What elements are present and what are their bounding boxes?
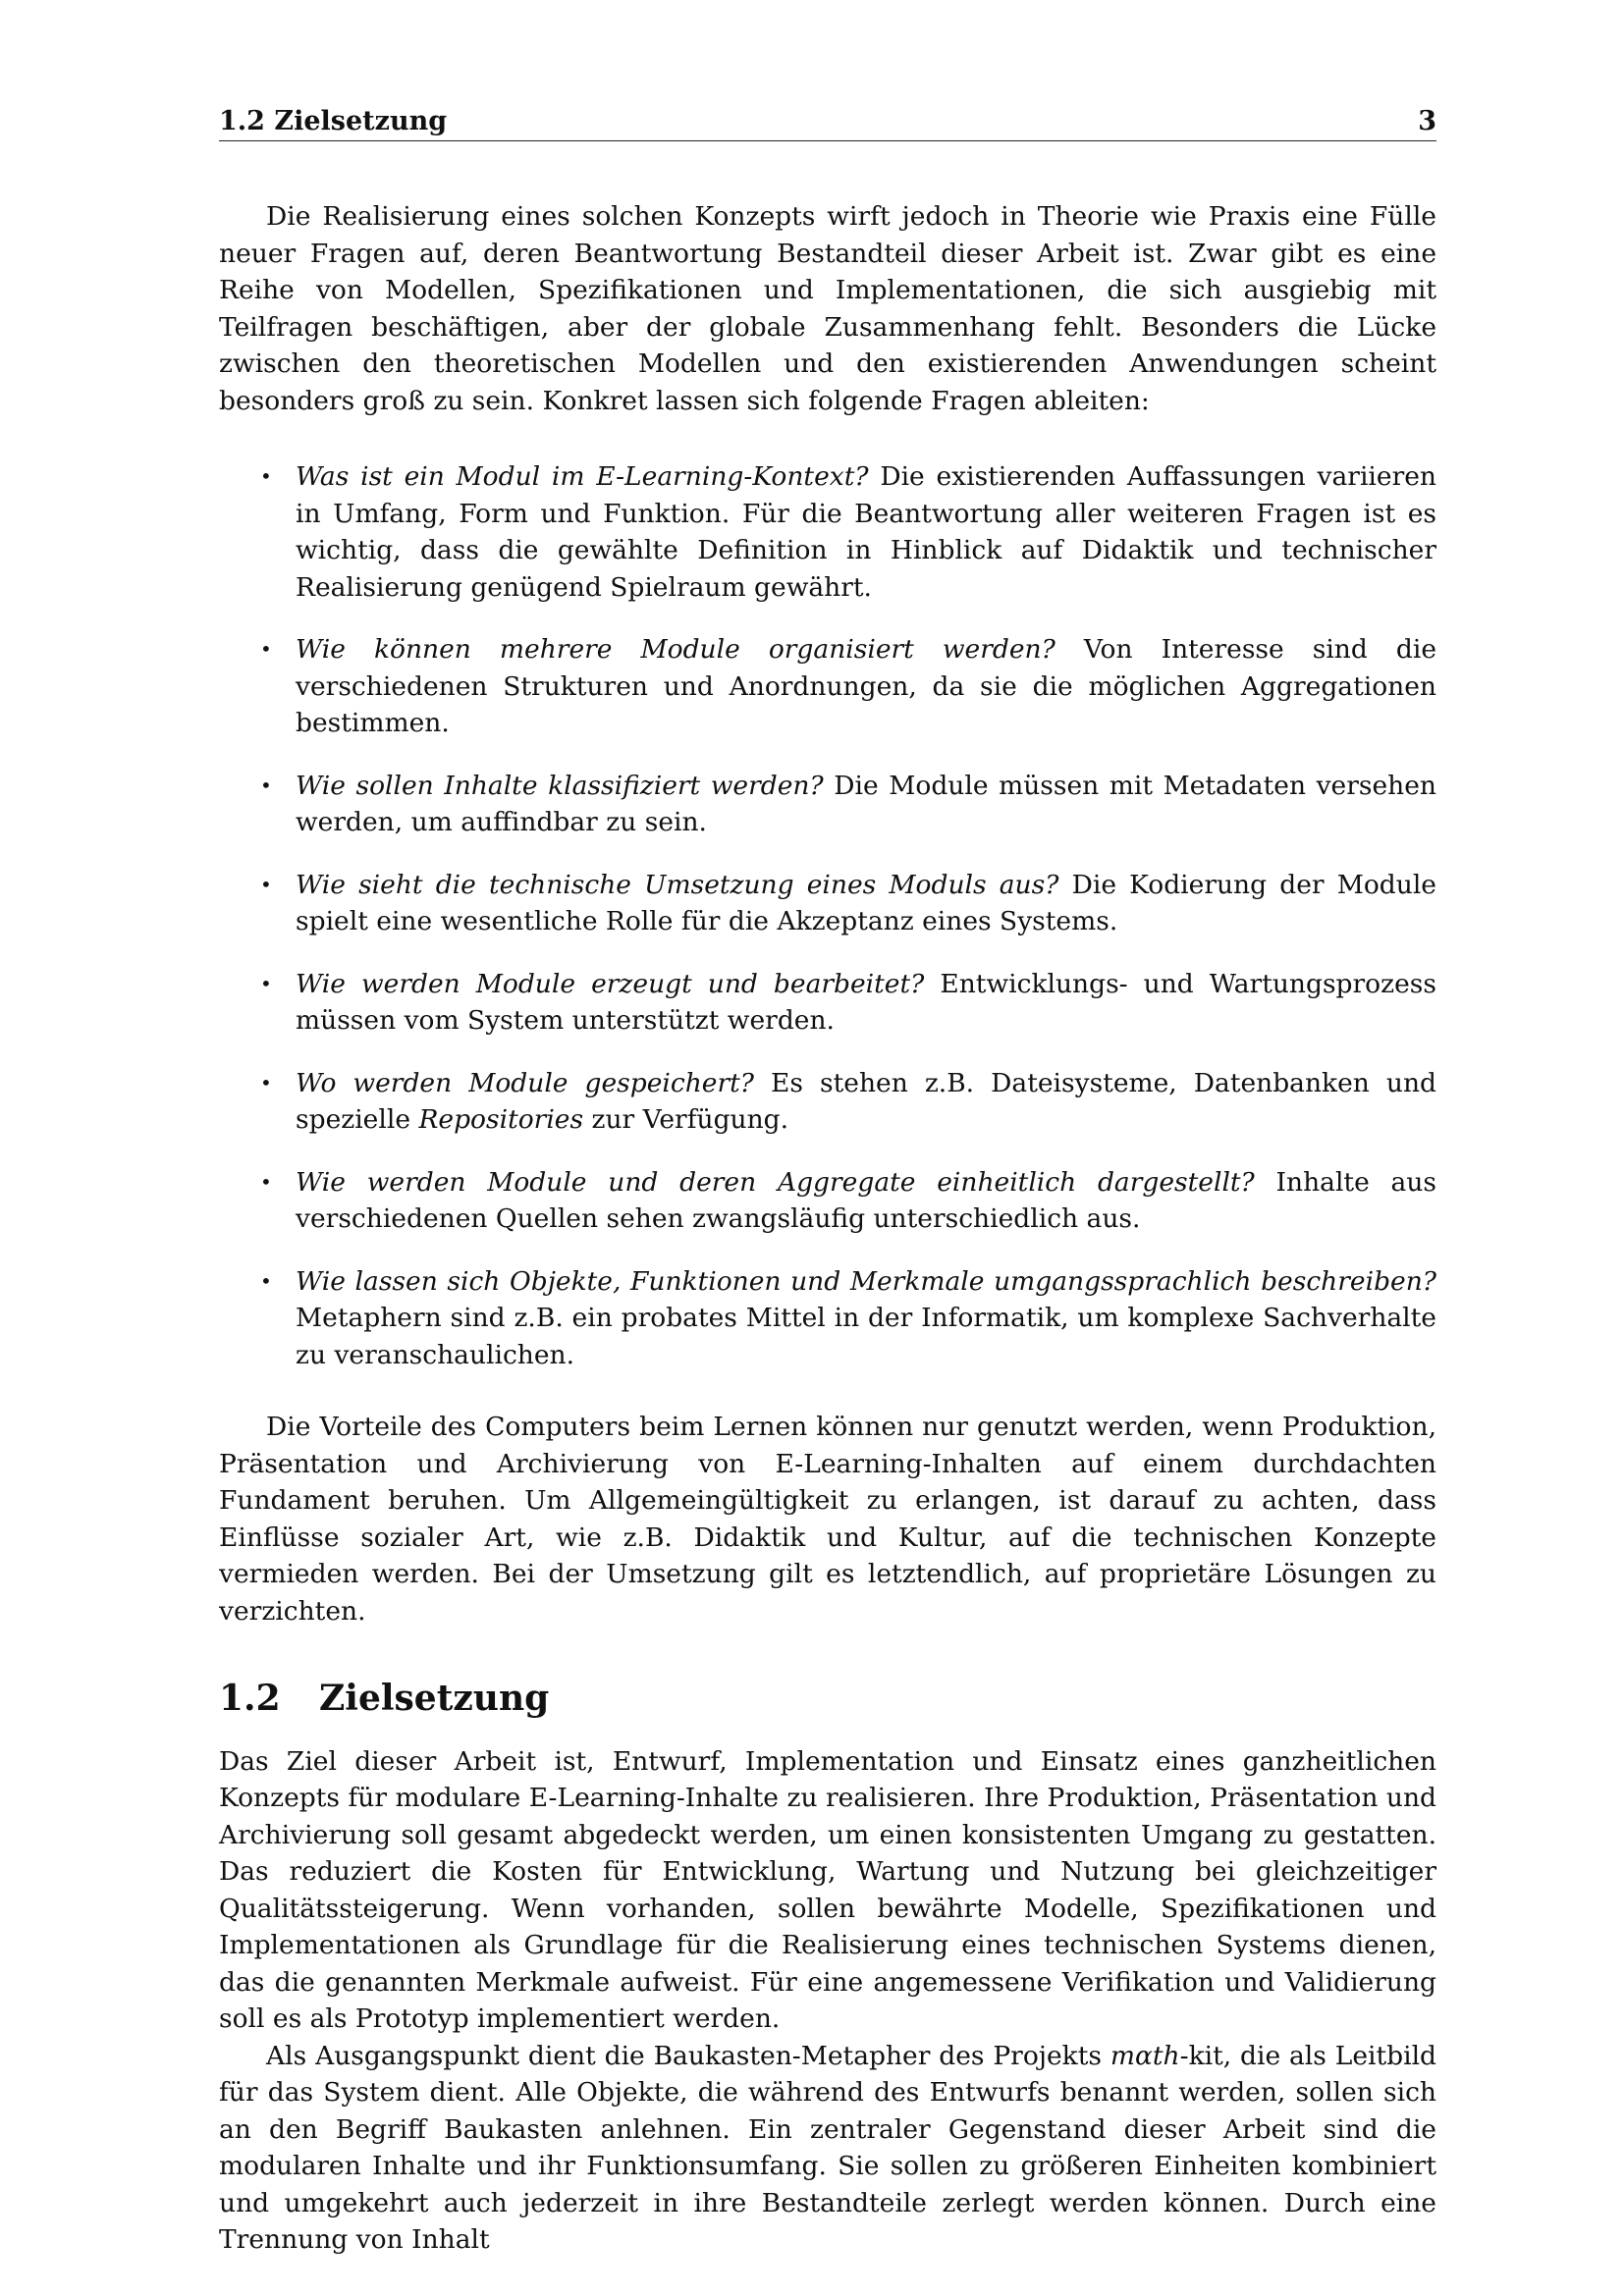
question-text: Wie sollen Inhalte klassifiziert werden?: [296, 770, 824, 801]
math-kit-logo-text: mαth: [1110, 2040, 1180, 2071]
answer-text: Inhalte aus verschiedenen Quellen sehen zwangsläufig unterschiedlich aus.: [296, 1166, 1436, 1234]
bullet-icon: •: [260, 872, 272, 896]
question-list: [219, 458, 1436, 1373]
intro-paragraph: Die Realisierung eines solchen Konzepts wirft jedoch in Theorie wie Praxis eine Fülle neuer Fragen auf, deren Beantwortung Bestandteil dieser Arbeit ist. Zwar gibt es eine Reihe von Modellen, Spezifikationen und Implementationen, die sich ausgiebig mit Teilfragen beschäftigen, aber der globale Zusammenhang fehlt. Besonders die Lücke zwischen den theoretischen Modellen und den existierenden Anwendungen scheint besonders groß zu sein. Konkret lassen sich folgende Fragen ableiten:: [219, 201, 1436, 416]
list-item: [260, 631, 1436, 742]
answer-text: Entwicklungs- und Wartungsprozess müssen vom System unterstützt werden.: [296, 968, 1436, 1036]
bullet-icon: •: [260, 773, 272, 797]
paragraph-2-post: -kit, die als Leitbild für das System dient. Alle Objekte, die während des Entwurfs benannt werden, sollen sich an den Begriff Baukasten anlehnen. Ein zentraler Gegenstand dieser Arbeit sind die modularen Inhalte und ihr Funktionsumfang. Sie sollen zu größeren Einheiten kombiniert und umgekehrt auch jederzeit in ihre Bestandteile zerlegt werden können. Durch eine Trennung von Inhalt: [219, 2040, 1437, 2255]
paragraph-2-pre: Als Ausgangspunkt dient die Baukasten-Metapher des Projekts: [266, 2040, 1110, 2071]
after-list-paragraph: Die Vorteile des Computers beim Lernen können nur genutzt werden, wenn Produktion, Präsentation und Archivierung von E-Learning-Inhalten auf einem durchdachten Fundament beruhen. Um Allgemeingültigkeit zu erlangen, ist darauf zu achten, dass Einflüsse sozialer Art, wie z.B. Didaktik und Kultur, auf die technischen Konzepte vermieden werden. Bei der Umsetzung gilt es letztendlich, auf proprietäre Lösungen zu verzichten.: [219, 1412, 1436, 1627]
question-text: Wie lassen sich Objekte, Funktionen und Merkmale umgangssprachlich beschreiben?: [296, 1265, 1436, 1297]
answer-text: Die Module müssen mit Metadaten versehen werden, um auffindbar zu sein.: [296, 770, 1436, 837]
page-number: 3: [1418, 106, 1436, 136]
bullet-icon: •: [260, 971, 272, 995]
list-item: [260, 458, 1436, 606]
bullet-icon: •: [260, 637, 272, 661]
running-header-section: 1.2 Zielsetzung: [219, 106, 448, 136]
question-text: Wie sieht die technische Umsetzung eines Moduls aus?: [296, 869, 1059, 900]
answer-text: Die existierenden Auffassungen variieren in Umfang, Form und Funktion. Für die Beantwortung aller weiteren Fragen ist es wichtig, dass die gewählte Definition in Hinblick auf Didaktik und technischer Realisierung genügend Spielraum gewährt.: [296, 461, 1436, 603]
list-item: [260, 966, 1436, 1040]
question-text: Was ist ein Modul im E-Learning-Kontext?: [296, 461, 869, 492]
document-page: [219, 106, 1436, 2259]
running-header: [219, 106, 1436, 141]
section-title: Zielsetzung: [319, 1678, 550, 1719]
answer-text: Es stehen z.B. Dateisysteme, Datenbanken und spezielle: [296, 1067, 1436, 1135]
section-heading: [219, 1678, 1436, 1719]
bullet-icon: •: [260, 1070, 272, 1095]
answer-text: Die Kodierung der Module spielt eine wesentliche Rolle für die Akzeptanz eines Systems.: [296, 869, 1436, 936]
answer-text: Metaphern sind z.B. ein probates Mittel in der Informatik, um komplexe Sachverhalte zu veranschaulichen.: [296, 1303, 1436, 1370]
list-item: [260, 768, 1436, 841]
bullet-icon: •: [260, 1268, 272, 1293]
section-paragraph-2: [219, 2038, 1436, 2259]
question-text: Wie können mehrere Module organisiert werden?: [296, 634, 1056, 665]
section-paragraph-1: Das Ziel dieser Arbeit ist, Entwurf, Implementation und Einsatz eines ganzheitlichen Konzepts für modulare E-Learning-Inhalte zu realisieren. Ihre Produktion, Präsentation und Archivierung soll gesamt abgedeckt werden, um einen konsistenten Umgang zu gestatten. Das reduziert die Kosten für Entwicklung, Wartung und Nutzung bei gleichzeitiger Qualitätssteigerung. Wenn vorhanden, sollen bewährte Modelle, Spezifikationen und Implementationen als Grundlage für die Realisierung eines technischen Systems dienen, das die genannten Merkmale aufweist. Für eine angemessene Verifikation und Validierung soll es als Prototyp implementiert werden.: [219, 1745, 1436, 2034]
question-text: Wie werden Module erzeugt und bearbeitet?: [296, 968, 925, 999]
question-text: Wie werden Module und deren Aggregate einheitlich dargestellt?: [296, 1166, 1255, 1198]
question-text: Wo werden Module gespeichert?: [296, 1067, 755, 1098]
list-item: [260, 867, 1436, 940]
section-number: 1.2: [219, 1678, 281, 1719]
list-item: [260, 1065, 1436, 1139]
body-text: [219, 198, 1436, 2259]
list-item: [260, 1164, 1436, 1238]
emphasis-text: Repositories: [418, 1104, 584, 1135]
answer-text: Von Interesse sind die verschiedenen Strukturen und Anordnungen, da sie die möglichen Aggregationen bestimmen.: [296, 634, 1436, 738]
bullet-icon: •: [260, 464, 272, 488]
answer-tail: zur Verfügung.: [583, 1104, 789, 1135]
bullet-icon: •: [260, 1169, 272, 1194]
list-item: [260, 1263, 1436, 1374]
